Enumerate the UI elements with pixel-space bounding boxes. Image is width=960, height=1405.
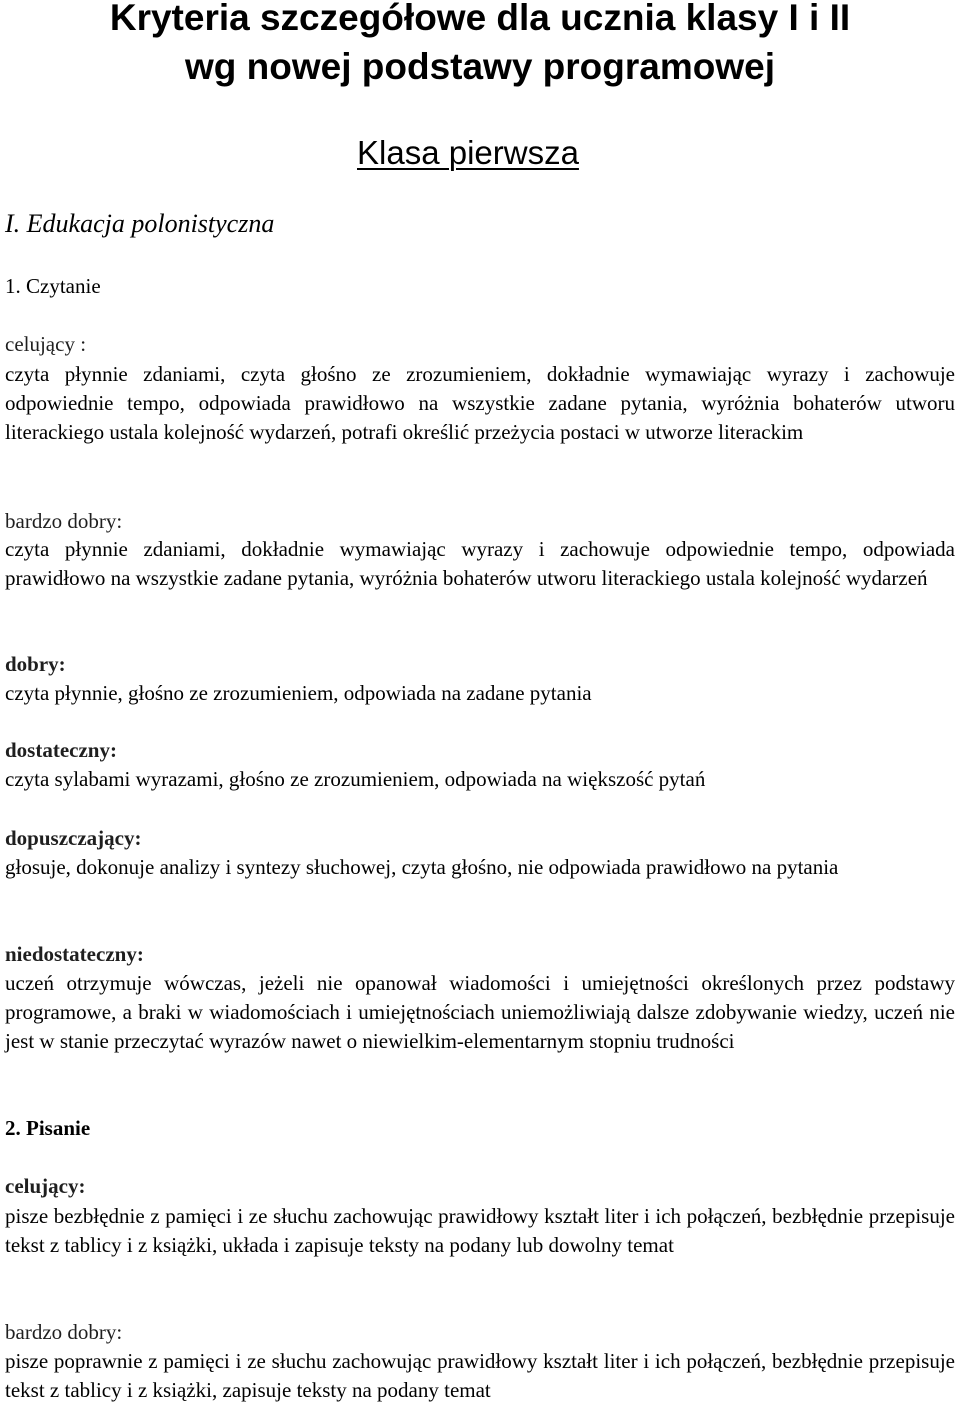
pisanie-grade-text-bardzo-dobry: pisze poprawnie z pamięci i ze słuchu zachowując prawidłowy kształt liter i ich połączeń, bezbłędnie przepisuje tekst z tablicy i z książki, zapisuje teksty na podany temat	[5, 1349, 955, 1403]
class-heading: Klasa pierwsza	[357, 134, 579, 171]
grade-text-dostateczny: czyta sylabami wyrazami, głośno ze zrozumieniem, odpowiada na większość pytań	[5, 767, 706, 791]
grade-text-dopuszczajacy: głosuje, dokonuje analizy i syntezy słuchowej, czyta głośno, nie odpowiada prawidłowo na pytania	[5, 855, 839, 879]
pisanie-grade-label-celujacy: celujący:	[5, 1174, 86, 1198]
grade-label-dostateczny: dostateczny:	[5, 738, 117, 762]
document-title-line-2: wg nowej podstawy programowej	[184, 46, 775, 87]
section-title: I. Edukacja polonistyczna	[5, 209, 275, 238]
document-title-line-1: Kryteria szczegółowe dla ucznia klasy I i II	[109, 0, 851, 38]
grade-label-dobry: dobry:	[5, 652, 66, 676]
pisanie-grade-label-bardzo-dobry: bardzo dobry:	[5, 1320, 123, 1344]
grade-label-bardzo-dobry: bardzo dobry:	[5, 509, 123, 533]
grade-label-niedostateczny: niedostateczny:	[5, 942, 144, 966]
grade-text-celujacy: czyta płynnie zdaniami, czyta głośno ze zrozumieniem, dokładnie wymawiając wyrazy i zachowuje odpowiednie tempo, odpowiada prawidłowo na wszystkie zadane pytania, wyróżnia bohaterów utworu literackiego ustala kolejność wydarzeń, potrafi określić przeżycia postaci w utworze literackim	[5, 362, 955, 445]
subsection-heading-pisanie: 2. Pisanie	[5, 1116, 91, 1140]
pisanie-grade-text-celujacy: pisze bezbłędnie z pamięci i ze słuchu zachowując prawidłowy kształt liter i ich połączeń, bezbłędnie przepisuje tekst z tablicy i z książki, układa i zapisuje teksty na podany lub dowolny temat	[5, 1204, 955, 1258]
subsection-heading-czytanie: 1. Czytanie	[5, 274, 101, 298]
grade-text-bardzo-dobry: czyta płynnie zdaniami, dokładnie wymawiając wyrazy i zachowuje odpowiednie tempo, odpowiada prawidłowo na wszystkie zadane pytania, wyróżnia bohaterów utworu literackiego ustala kolejność wydarzeń	[5, 537, 955, 591]
grade-label-celujacy: celujący :	[5, 332, 87, 356]
grade-text-dobry: czyta płynnie, głośno ze zrozumieniem, odpowiada na zadane pytania	[5, 681, 592, 705]
grade-text-niedostateczny: uczeń otrzymuje wówczas, jeżeli nie opanował wiadomości i umiejętności określonych przez podstawy programowe, a braki w wiadomościach i umiejętnościach uniemożliwiają dalsze zdobywanie wiedzy, uczeń nie jest w stanie przeczytać wyrazów nawet o niewielkim-elementarnym stopniu trudności	[5, 971, 955, 1054]
grade-label-dopuszczajacy: dopuszczający:	[5, 826, 142, 850]
